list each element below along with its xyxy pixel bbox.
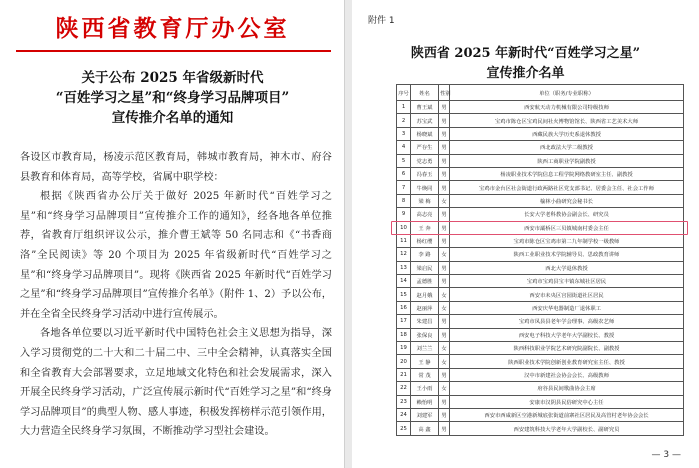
cell-unit: 西藏民族大学历史系退休教授 [450,127,684,140]
cell-index: 12 [397,248,411,261]
cell-index: 5 [397,154,411,167]
cell-gender: 男 [439,101,450,114]
table-row [397,234,684,247]
paragraph-2: 各地各单位要以习近平新时代中国特色社会主义思想为指导，深入学习贯彻党的二十大和二十届二中、三中全会精神，认真落实全国和全省教育大会部署要求，立足地域文化特色和社会发展需求，深入开展全民终身学习活动，广泛宣传展示新时代“百姓学习之星”和“终身学习品牌项目”的典型人物、感人事迹，积极发挥榜样示范引领作用，大力营造全民终身学习氛围，不断推动学习型社会建设。 [20,328,332,438]
cell-unit: 陕西职业技术学院创新创业教育研究室主任、教授 [450,355,684,368]
list-title-line-2: 宣传推介名单 [486,66,565,81]
red-header-rule [16,50,331,52]
table-row [397,301,684,314]
cell-unit: 榆林小曲研究会秘书长 [450,194,684,207]
cell-unit: 西北政法大学二级教授 [450,141,684,154]
cell-index: 4 [397,141,411,154]
table-row [397,261,684,274]
table-row [397,382,684,395]
cell-gender: 男 [439,315,450,328]
table-row [397,408,684,421]
table-body [397,101,684,436]
cell-unit: 西北大学退休教授 [450,261,684,274]
notice-page [0,0,345,468]
cell-index: 11 [397,234,411,247]
table-row [397,275,684,288]
cell-name: 曹王斌 [411,101,439,114]
cell-name: 孟德胜 [411,275,439,288]
cell-name: 李 路 [411,248,439,261]
table-row [397,167,684,180]
table-row [397,127,684,140]
table-row [397,208,684,221]
cell-unit: 西安市西咸新区空港新城底张街道前寨社区居民及高管村老年协会会长 [450,408,684,421]
table-row [397,342,684,355]
cell-name: 杨红缨 [411,234,439,247]
cell-index: 15 [397,288,411,301]
cell-index: 1 [397,101,411,114]
cell-unit: 陕西工商职业学院副教授 [450,154,684,167]
cell-gender: 男 [439,114,450,127]
table-row [397,315,684,328]
table-row [397,395,684,408]
table-row [397,368,684,381]
cell-unit: 杨凌职业技术学院信息工程学院网络教研室主任、副教授 [450,167,684,180]
cell-gender: 男 [439,141,450,154]
cell-index: 19 [397,342,411,355]
cell-index: 18 [397,328,411,341]
cell-gender: 女 [439,288,450,301]
cell-name: 高 鑫 [411,422,439,435]
cell-index: 25 [397,422,411,435]
cell-name: 王小雨 [411,382,439,395]
cell-unit: 西安航天动力机械有限公司特级技师 [450,101,684,114]
notice-body [20,148,332,442]
cell-name: 牛焕同 [411,181,439,194]
cell-unit: 宝鸡市陈仓区宝鸡市第二九年制学校一级教师 [450,234,684,247]
cell-gender: 男 [439,422,450,435]
cell-name: 冯春玉 [411,167,439,180]
list-title-line-1: 陕西省 2025 年新时代“百姓学习之星” [410,46,641,61]
cell-gender: 男 [439,181,450,194]
honoree-table [396,84,684,436]
cell-unit: 安康市汉阴县民俗研究中心主任 [450,395,684,408]
cell-gender: 男 [439,221,450,234]
addressee: 各设区市教育局，杨凌示范区教育局，韩城市教育局，神木市、府谷县教育和体育局，高等学校，省属中职学校： [20,152,332,183]
table-row [397,328,684,341]
cell-gender: 男 [439,154,450,167]
cell-name: 赖怡明 [411,395,439,408]
cell-index: 20 [397,355,411,368]
cell-index: 24 [397,408,411,421]
cell-name: 王 奔 [411,221,439,234]
cell-unit: 西安建筑科技大学老年大学副校长、副研究员 [450,422,684,435]
cell-index: 14 [397,275,411,288]
cell-gender: 女 [439,301,450,314]
cell-name: 赵月娥 [411,288,439,301]
cell-gender: 男 [439,408,450,421]
cell-name: 常 茂 [411,368,439,381]
cell-index: 17 [397,315,411,328]
cell-gender: 男 [439,234,450,247]
cell-gender: 男 [439,127,450,140]
cell-index: 7 [397,181,411,194]
header-unit: 单位（职务/专业职称） [450,85,684,101]
cell-name: 赵丽萍 [411,301,439,314]
cell-index: 8 [397,194,411,207]
cell-name: 杨晓斌 [411,127,439,140]
cell-name: 朱建昌 [411,315,439,328]
cell-index: 9 [397,208,411,221]
cell-index: 23 [397,395,411,408]
table-row [397,248,684,261]
cell-index: 3 [397,127,411,140]
notice-title-line-2: “百姓学习之星”和“终身学习品牌项目” [55,90,290,106]
cell-gender: 女 [439,342,450,355]
cell-gender: 男 [439,368,450,381]
annex-label: 附件 1 [368,16,395,26]
highlight-box-row-9 [391,221,688,235]
header-gender: 性别 [439,85,450,101]
cell-unit: 西安电子科技大学老年大学副校长、教授 [450,328,684,341]
table-header-row [397,85,684,101]
cell-name: 刘兰兰 [411,342,439,355]
cell-unit: 宝鸡市凤县县老年学会理事、高级农艺师 [450,315,684,328]
notice-title-line-1: 关于公布 2025 年省级新时代 [81,70,264,86]
table-row [397,355,684,368]
cell-gender: 男 [439,208,450,221]
cell-unit: 汉中市新建社会协会会长、高级教师 [450,368,684,381]
table-row [397,194,684,207]
table-row [397,181,684,194]
table-row [397,141,684,154]
cell-unit: 长安大学老科教协会副会长、研究员 [450,208,684,221]
cell-unit: 西安市未央区宫园街道社区居民 [450,288,684,301]
cell-unit: 宝鸡市陈仓区宝鸡民间社火博物馆馆长、陕西省工艺美术大师 [450,114,684,127]
cell-unit: 陕西工业职业技术学院辅导员、思政教育讲师 [450,248,684,261]
cell-name: 张保良 [411,328,439,341]
table-row [397,288,684,301]
cell-gender: 男 [439,395,450,408]
header-index: 序号 [397,85,411,101]
issuing-office-title: 陕西省教育厅办公室 [55,15,290,42]
cell-index: 2 [397,114,411,127]
cell-unit: 宝鸡市宝鸡县宝丰镇东城社区居民 [450,275,684,288]
cell-name: 梁启民 [411,261,439,274]
cell-gender: 女 [439,355,450,368]
cell-unit: 府谷县民间歌曲协会主席 [450,382,684,395]
cell-unit: 西安市灞桥区三贝镇城南村委会主任 [450,221,684,234]
cell-name: 刘建军 [411,408,439,421]
cell-index: 13 [397,261,411,274]
cell-index: 22 [397,382,411,395]
cell-unit: 西安庆华电器制造厂退休职工 [450,301,684,314]
cell-name: 梁 梅 [411,194,439,207]
cell-index: 10 [397,221,411,234]
table-row [397,101,684,114]
cell-gender: 女 [439,382,450,395]
header-name: 姓名 [411,85,439,101]
cell-index: 16 [397,301,411,314]
cell-gender: 男 [439,275,450,288]
cell-unit: 陕西科技职业学院艺术研究院副院长、副教授 [450,342,684,355]
cell-name: 高志亮 [411,208,439,221]
table-row [397,422,684,435]
cell-unit: 宝鸡市金台区社会街道行政两路社区党支部书记、居委会主任、社会工作师 [450,181,684,194]
honoree-table-wrapper [396,84,683,436]
cell-name: 王 静 [411,355,439,368]
cell-gender: 男 [439,261,450,274]
cell-name: 苏宝武 [411,114,439,127]
cell-gender: 男 [439,328,450,341]
cell-gender: 女 [439,248,450,261]
table-row [397,154,684,167]
table-row [397,114,684,127]
paragraph-1: 根据《陕西省办公厅关于做好 2025 年新时代“百姓学习之星”和“终身学习品牌项目”宣传推介工作的通知》，经各地各单位推荐，省教育厅组织评议公示，推介曹王斌等 50 名同志和《“书香商洛”全民阅读》等 20 个项目为 2025 年省级新时代“百姓学习之星”和“终身学习品牌项目”。现将《陕西省 2025 年新时代“百姓学习之星”和“终身学习品牌项目”宣传推介名单》（附件 1、2）予以公布，并在全省全民终身学习活动中进行宣传展示。 [20,191,332,320]
notice-title-line-3: 宣传推介名单的通知 [111,110,234,126]
annex-page [352,0,699,468]
cell-gender: 女 [439,194,450,207]
cell-index: 21 [397,368,411,381]
cell-name: 严存生 [411,141,439,154]
cell-gender: 男 [439,167,450,180]
cell-index: 6 [397,167,411,180]
cell-name: 党志勇 [411,154,439,167]
page-number: — 3 — [651,450,681,460]
